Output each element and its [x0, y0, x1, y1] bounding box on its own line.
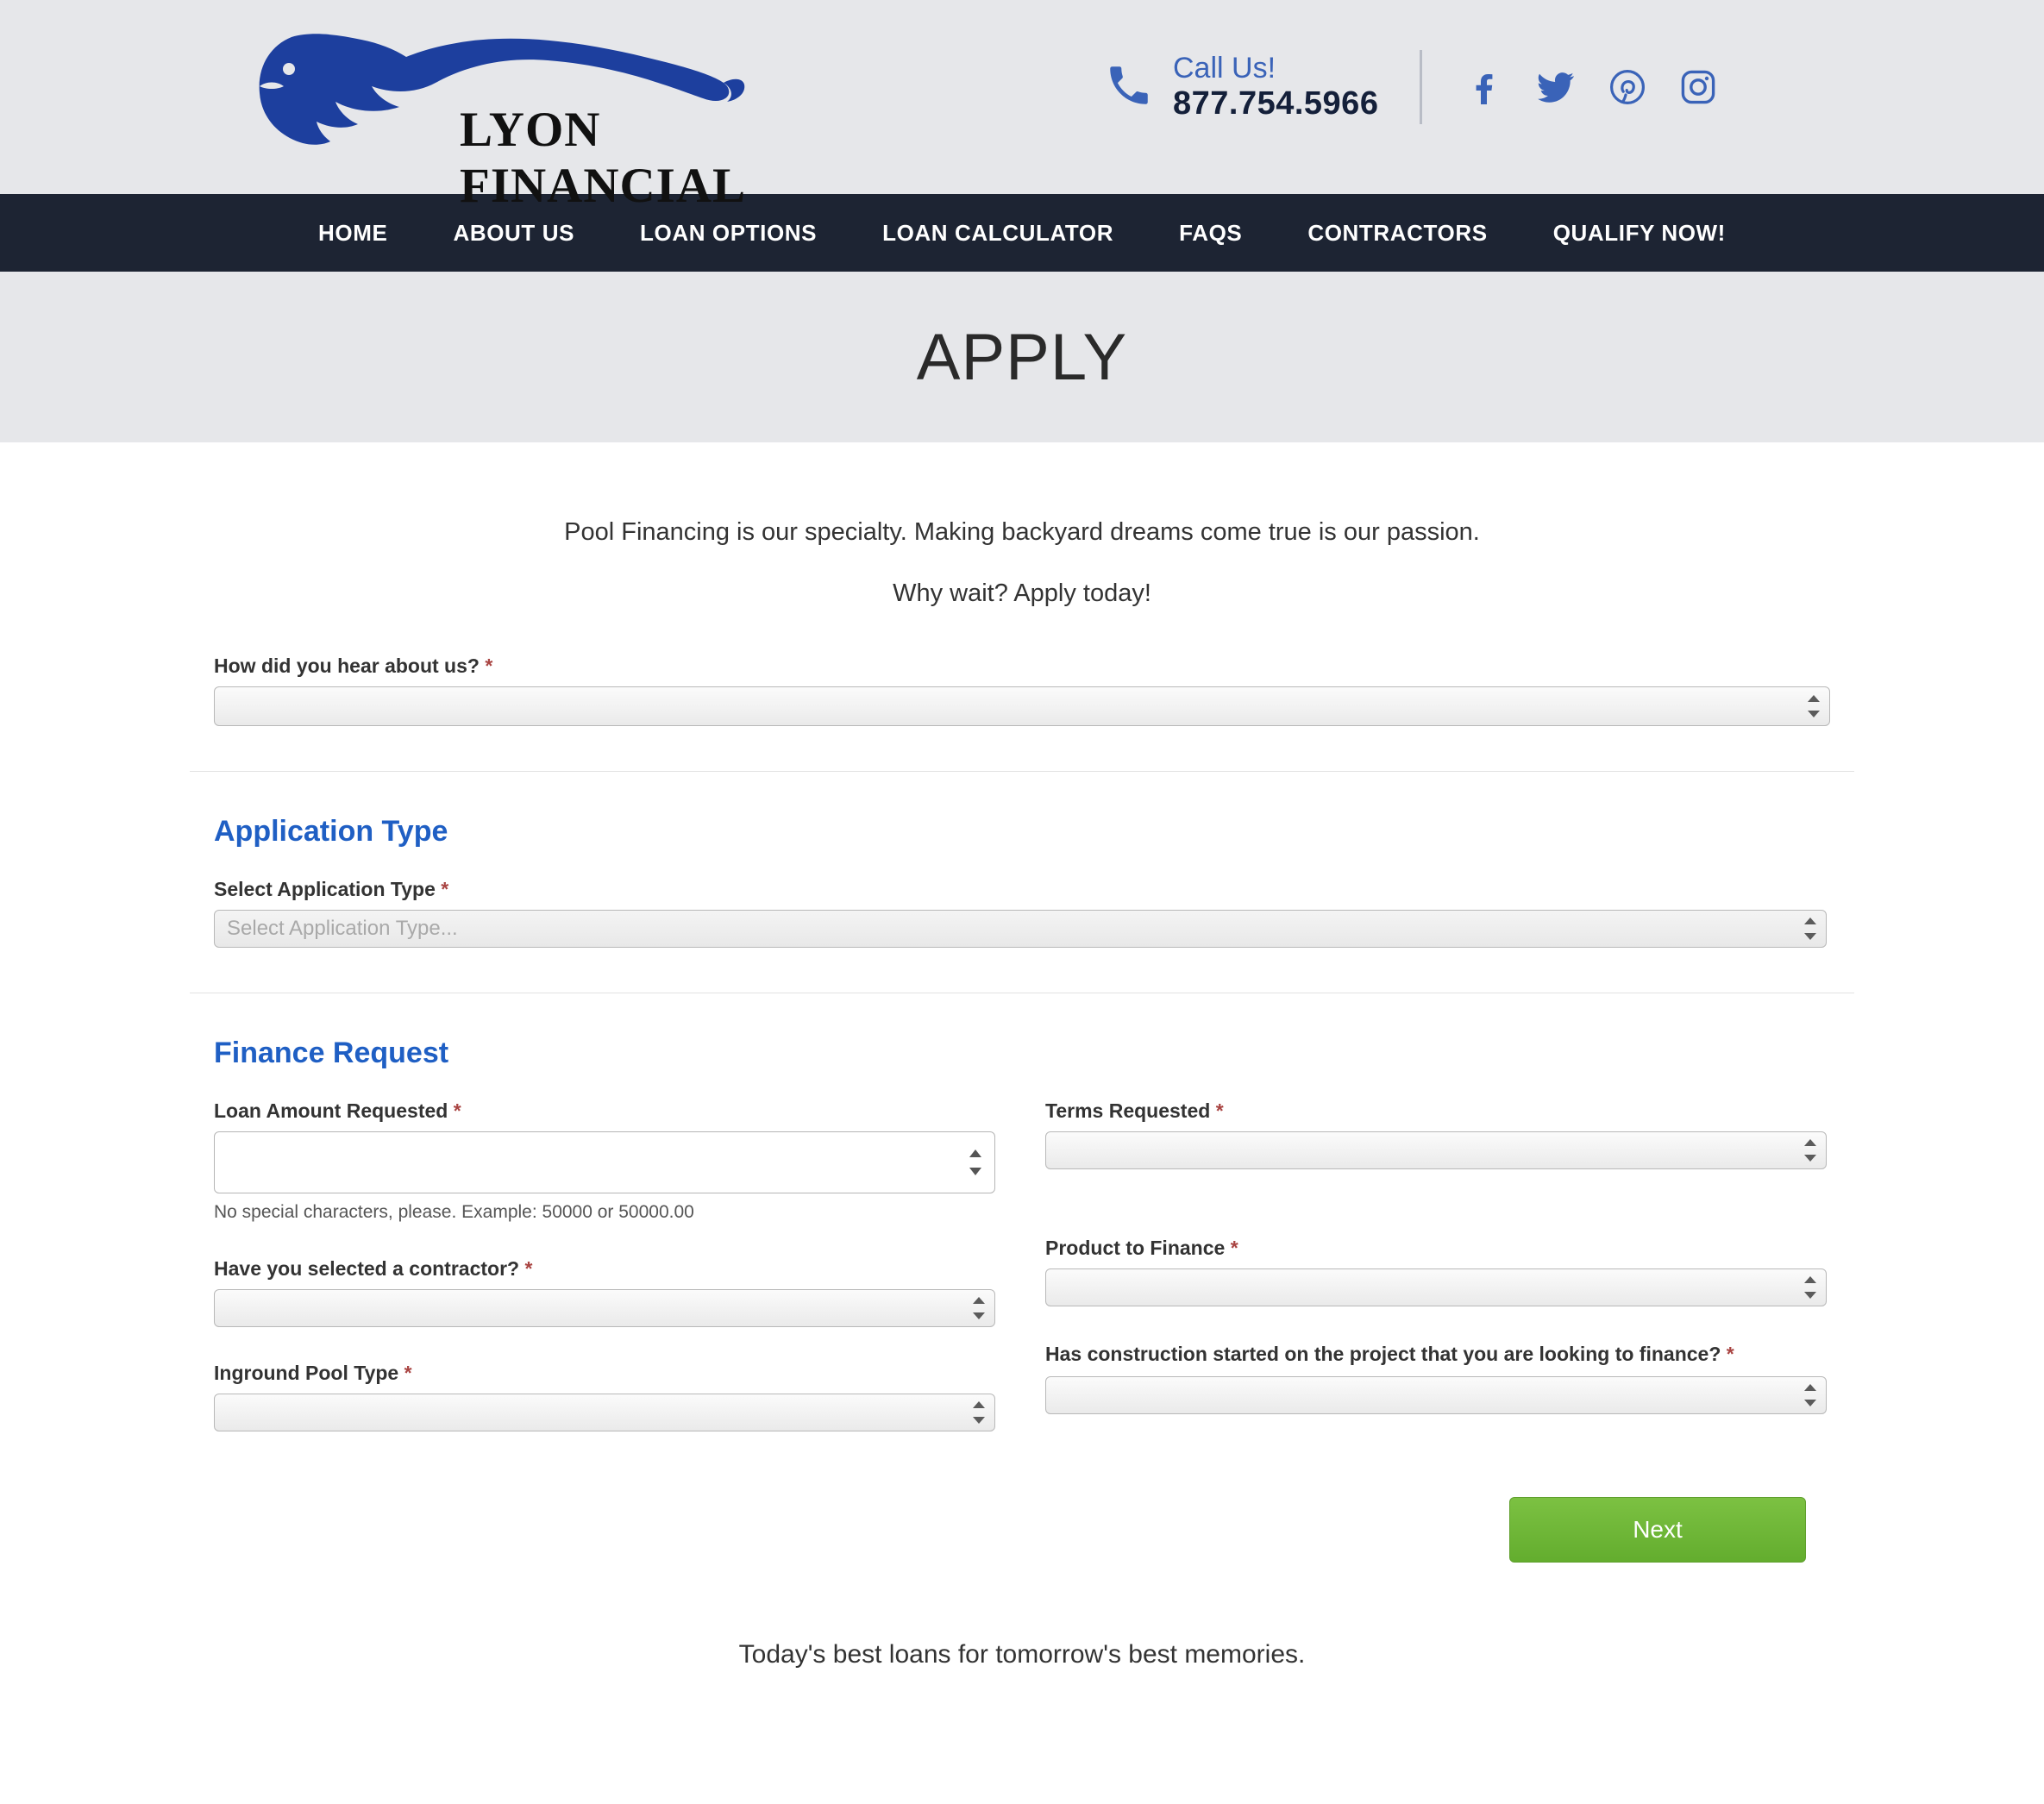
inground-pool-type-label: [214, 1362, 995, 1385]
next-button[interactable]: Next: [1509, 1497, 1806, 1563]
terms-requested-field-block: [1045, 1099, 1827, 1169]
chevron-updown-icon: [1803, 1276, 1817, 1299]
loan-amount-label-text: Loan Amount Requested: [214, 1099, 448, 1122]
apply-form: [190, 655, 1854, 1563]
nav-item-qualify-now[interactable]: QUALIFY NOW!: [1552, 219, 1726, 246]
application-type-label-text: Select Application Type: [214, 877, 436, 900]
intro-line-2: Why wait? Apply today!: [893, 579, 1151, 607]
main-content: [0, 442, 2044, 1669]
nav-item-about-us[interactable]: ABOUT US: [453, 219, 575, 246]
facebook-icon[interactable]: [1464, 66, 1505, 108]
footer-tagline: Today's best loans for tomorrow's best memories.: [738, 1639, 1306, 1669]
product-to-finance-select[interactable]: [1045, 1268, 1827, 1306]
terms-requested-select[interactable]: [1045, 1131, 1827, 1169]
chevron-updown-icon: [1803, 1384, 1817, 1406]
finance-request-section: [190, 1037, 1854, 1563]
pinterest-icon[interactable]: [1607, 66, 1648, 108]
header-divider: [1420, 50, 1422, 124]
contractor-selected-field-block: [214, 1257, 995, 1327]
construction-started-select[interactable]: [1045, 1376, 1827, 1414]
header-contact: [1104, 50, 1719, 124]
hear-about-label-text: How did you hear about us?: [214, 654, 480, 677]
main-navigation: [0, 194, 2044, 272]
social-links: [1464, 66, 1719, 109]
product-to-finance-field-block: [1045, 1237, 1827, 1306]
required-marker: *: [441, 877, 449, 900]
section-divider-1: [190, 771, 1854, 772]
call-us-label: Call Us!: [1173, 51, 1276, 85]
nav-item-loan-options[interactable]: LOAN OPTIONS: [640, 219, 818, 246]
instagram-icon[interactable]: [1677, 66, 1719, 108]
finance-request-heading: Finance Request: [214, 1036, 449, 1069]
page-title: APPLY: [916, 320, 1128, 394]
contractor-selected-label-text: Have you selected a contractor?: [214, 1256, 520, 1280]
logo[interactable]: [210, 7, 813, 213]
chevron-updown-icon: [1803, 1139, 1817, 1162]
nav-item-home[interactable]: HOME: [318, 219, 388, 246]
nav-item-contractors[interactable]: CONTRACTORS: [1307, 219, 1488, 246]
construction-started-label: [1045, 1341, 1827, 1368]
inground-pool-type-label-text: Inground Pool Type: [214, 1361, 399, 1384]
form-actions: [214, 1497, 1830, 1563]
chevron-updown-icon: [972, 1401, 986, 1424]
required-marker: *: [524, 1256, 533, 1280]
application-type-heading: Application Type: [214, 814, 448, 848]
finance-left-column: [214, 1099, 995, 1466]
chevron-updown-icon: [972, 1297, 986, 1319]
contractor-selected-label: [214, 1257, 995, 1281]
contractor-selected-select[interactable]: [214, 1289, 995, 1327]
hear-about-field-block: [190, 655, 1854, 726]
product-to-finance-label: [1045, 1237, 1827, 1260]
application-type-select[interactable]: [214, 910, 1827, 948]
application-type-placeholder: Select Application Type...: [227, 916, 458, 940]
construction-started-field-block: [1045, 1341, 1827, 1414]
terms-requested-label: [1045, 1099, 1827, 1123]
finance-request-grid: [214, 1099, 1830, 1466]
loan-amount-label: [214, 1099, 995, 1123]
application-type-section: [190, 815, 1854, 948]
page-title-band: [0, 272, 2044, 442]
construction-started-label-text: Has construction started on the project that you are looking to finance?: [1045, 1342, 1721, 1365]
required-marker: *: [1230, 1236, 1238, 1259]
application-type-field-block: [214, 878, 1827, 948]
product-to-finance-label-text: Product to Finance: [1045, 1236, 1226, 1259]
chevron-updown-icon: [1807, 695, 1821, 717]
logo-text: LYON FINANCIAL: [460, 103, 747, 213]
hear-about-select[interactable]: [214, 686, 1830, 726]
required-marker: *: [1215, 1099, 1224, 1122]
terms-requested-label-text: Terms Requested: [1045, 1099, 1211, 1122]
chevron-updown-icon: [1803, 918, 1817, 940]
required-marker: *: [453, 1099, 461, 1122]
loan-amount-input[interactable]: [214, 1131, 995, 1193]
phone-icon: [1104, 60, 1154, 115]
intro-text: [0, 513, 2044, 613]
intro-line-1: Pool Financing is our specialty. Making backyard dreams come true is our passion.: [564, 518, 1480, 546]
inground-pool-type-field-block: [214, 1362, 995, 1431]
loan-amount-helper-text: No special characters, please. Example: 50000 or 50000.00: [214, 1201, 694, 1222]
nav-item-loan-calculator[interactable]: LOAN CALCULATOR: [882, 219, 1114, 246]
twitter-icon[interactable]: [1534, 66, 1577, 109]
hear-about-label: [214, 655, 1830, 678]
required-marker: *: [404, 1361, 412, 1384]
finance-right-column: [1045, 1099, 1827, 1466]
loan-amount-field-block: [214, 1099, 995, 1223]
number-stepper-icon[interactable]: [969, 1149, 982, 1175]
required-marker: *: [485, 654, 493, 677]
required-marker: *: [1726, 1342, 1734, 1365]
application-type-label: [214, 878, 1827, 901]
phone-number[interactable]: 877.754.5966: [1173, 85, 1379, 122]
nav-item-faqs[interactable]: FAQS: [1179, 219, 1243, 246]
inground-pool-type-select[interactable]: [214, 1394, 995, 1431]
site-header: [0, 0, 2044, 213]
